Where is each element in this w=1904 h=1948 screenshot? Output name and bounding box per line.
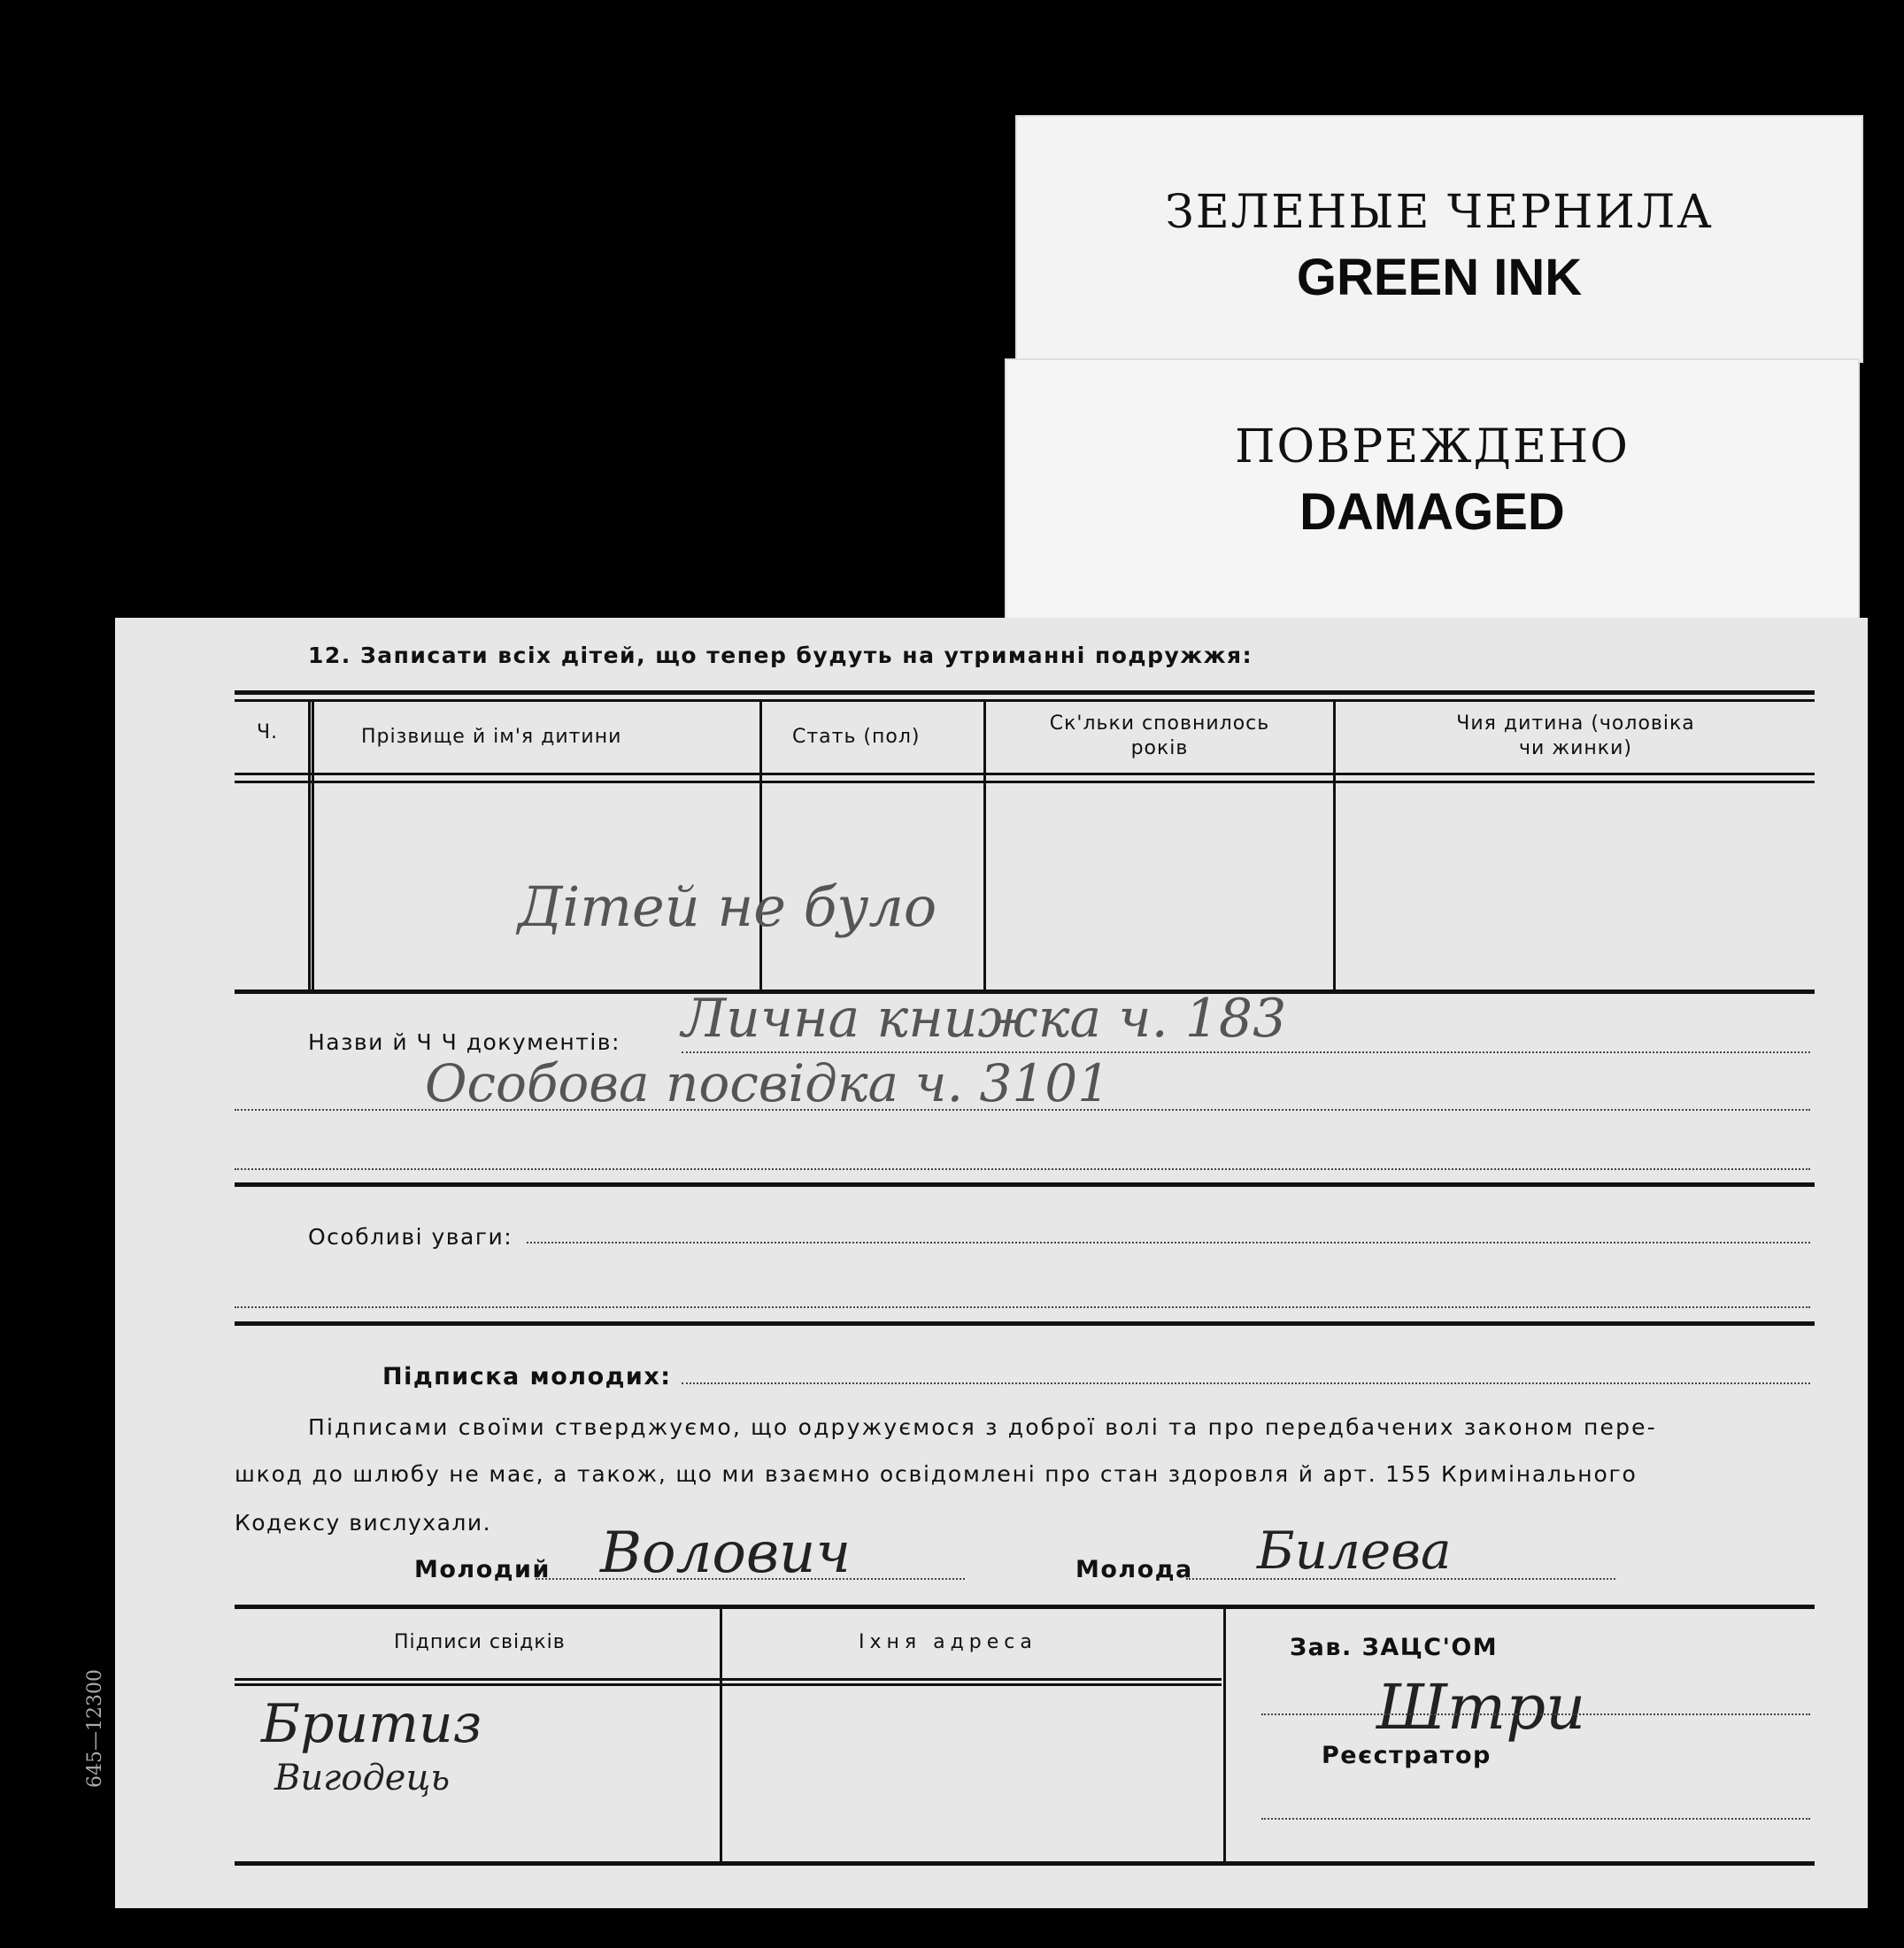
header-bottom-rule bbox=[235, 773, 1815, 775]
groom-signature: Волович bbox=[600, 1521, 852, 1586]
form-sheet bbox=[115, 618, 1868, 1908]
head-signature: Штри bbox=[1376, 1671, 1586, 1744]
documents-bottom-rule bbox=[235, 1182, 1815, 1187]
witnesses-header: Підписи свідків bbox=[394, 1631, 566, 1653]
header-child-name: Прізвище й ім'я дитини bbox=[361, 726, 622, 748]
declaration-line-1: Підписами своїми стверджуємо, що одружуємося з доброї волі та про передбачених законом пере- bbox=[308, 1414, 1657, 1440]
header-number: Ч. bbox=[257, 721, 279, 743]
header-whose-line2: чи жинки) bbox=[1519, 737, 1632, 759]
table-top-rule bbox=[235, 690, 1815, 695]
groom-label: Молодий bbox=[414, 1556, 551, 1583]
print-code: 645—12300 bbox=[84, 1669, 106, 1788]
registrar-label: Реєстратор bbox=[1322, 1742, 1492, 1769]
special-notes-label: Особливі уваги: bbox=[308, 1224, 513, 1250]
subscription-title: Підписка молодих: bbox=[382, 1363, 672, 1390]
witness-top-rule bbox=[235, 1605, 1815, 1609]
witness-col-divider-1 bbox=[720, 1605, 722, 1861]
header-sex: Стать (пол) bbox=[792, 726, 921, 748]
green-ink-card bbox=[1015, 115, 1863, 363]
notes-bottom-rule bbox=[235, 1321, 1815, 1326]
header-bottom-rule-2 bbox=[235, 781, 1815, 783]
children-entry: Дітей не було bbox=[518, 874, 937, 939]
col-divider-1 bbox=[308, 699, 311, 989]
witness-signature-1: Бритиз bbox=[261, 1693, 482, 1755]
green-ink-ru-label: ЗЕЛЕНЫЕ ЧЕРНИЛА bbox=[1165, 186, 1714, 239]
head-label: Зав. ЗАЦС'ОМ bbox=[1290, 1634, 1499, 1661]
documents-dotted-2 bbox=[235, 1109, 1810, 1111]
registrar-dotted bbox=[1261, 1818, 1810, 1820]
documents-label: Назви й Ч Ч документів: bbox=[308, 1029, 621, 1055]
documents-line2: Особова посвідка ч. 3101 bbox=[425, 1053, 1111, 1113]
declaration-line-2: шкод до шлюбу не має, а також, що ми взаємно освідомлені про стан здоровля й арт. 155 Кримінального bbox=[235, 1461, 1638, 1487]
damaged-card bbox=[1005, 358, 1860, 633]
header-age-line2: років bbox=[1130, 737, 1189, 759]
bride-label: Молода bbox=[1075, 1556, 1193, 1583]
col-divider-2 bbox=[759, 699, 762, 989]
section12-title: 12. Записати всіх дітей, що тепер будуть на утриманні подружжя: bbox=[308, 643, 1253, 668]
witness-col-divider-2 bbox=[1223, 1605, 1226, 1861]
damaged-en-label: DAMAGED bbox=[1299, 483, 1565, 541]
col-divider-4 bbox=[1333, 699, 1336, 989]
notes-dotted-1 bbox=[527, 1242, 1810, 1243]
bride-signature: Билева bbox=[1257, 1521, 1452, 1581]
witness-header-rule-2 bbox=[235, 1683, 1222, 1686]
witness-signature-2: Вигодець bbox=[274, 1758, 451, 1798]
witness-header-rule bbox=[235, 1678, 1222, 1681]
form-bottom-rule bbox=[235, 1861, 1815, 1866]
address-header: Іхня адреса bbox=[859, 1631, 1037, 1653]
header-age-line1: Ск'льки сповнилось bbox=[1049, 712, 1270, 735]
head-dotted bbox=[1261, 1713, 1810, 1715]
table-top-rule-2 bbox=[235, 699, 1815, 702]
col-divider-3 bbox=[983, 699, 986, 989]
header-whose-line1: Чия дитина (чоловіка bbox=[1456, 712, 1695, 735]
documents-dotted-3 bbox=[235, 1168, 1810, 1170]
subscription-dotted bbox=[682, 1382, 1810, 1384]
green-ink-en-label: GREEN INK bbox=[1296, 249, 1583, 306]
damaged-ru-label: ПОВРЕЖДЕНО bbox=[1235, 420, 1630, 474]
declaration-line-3: Кодексу вислухали. bbox=[235, 1510, 492, 1536]
col-divider-1b bbox=[312, 699, 314, 989]
documents-line1: Лична книжка ч. 183 bbox=[682, 988, 1287, 1050]
notes-dotted-2 bbox=[235, 1306, 1810, 1308]
